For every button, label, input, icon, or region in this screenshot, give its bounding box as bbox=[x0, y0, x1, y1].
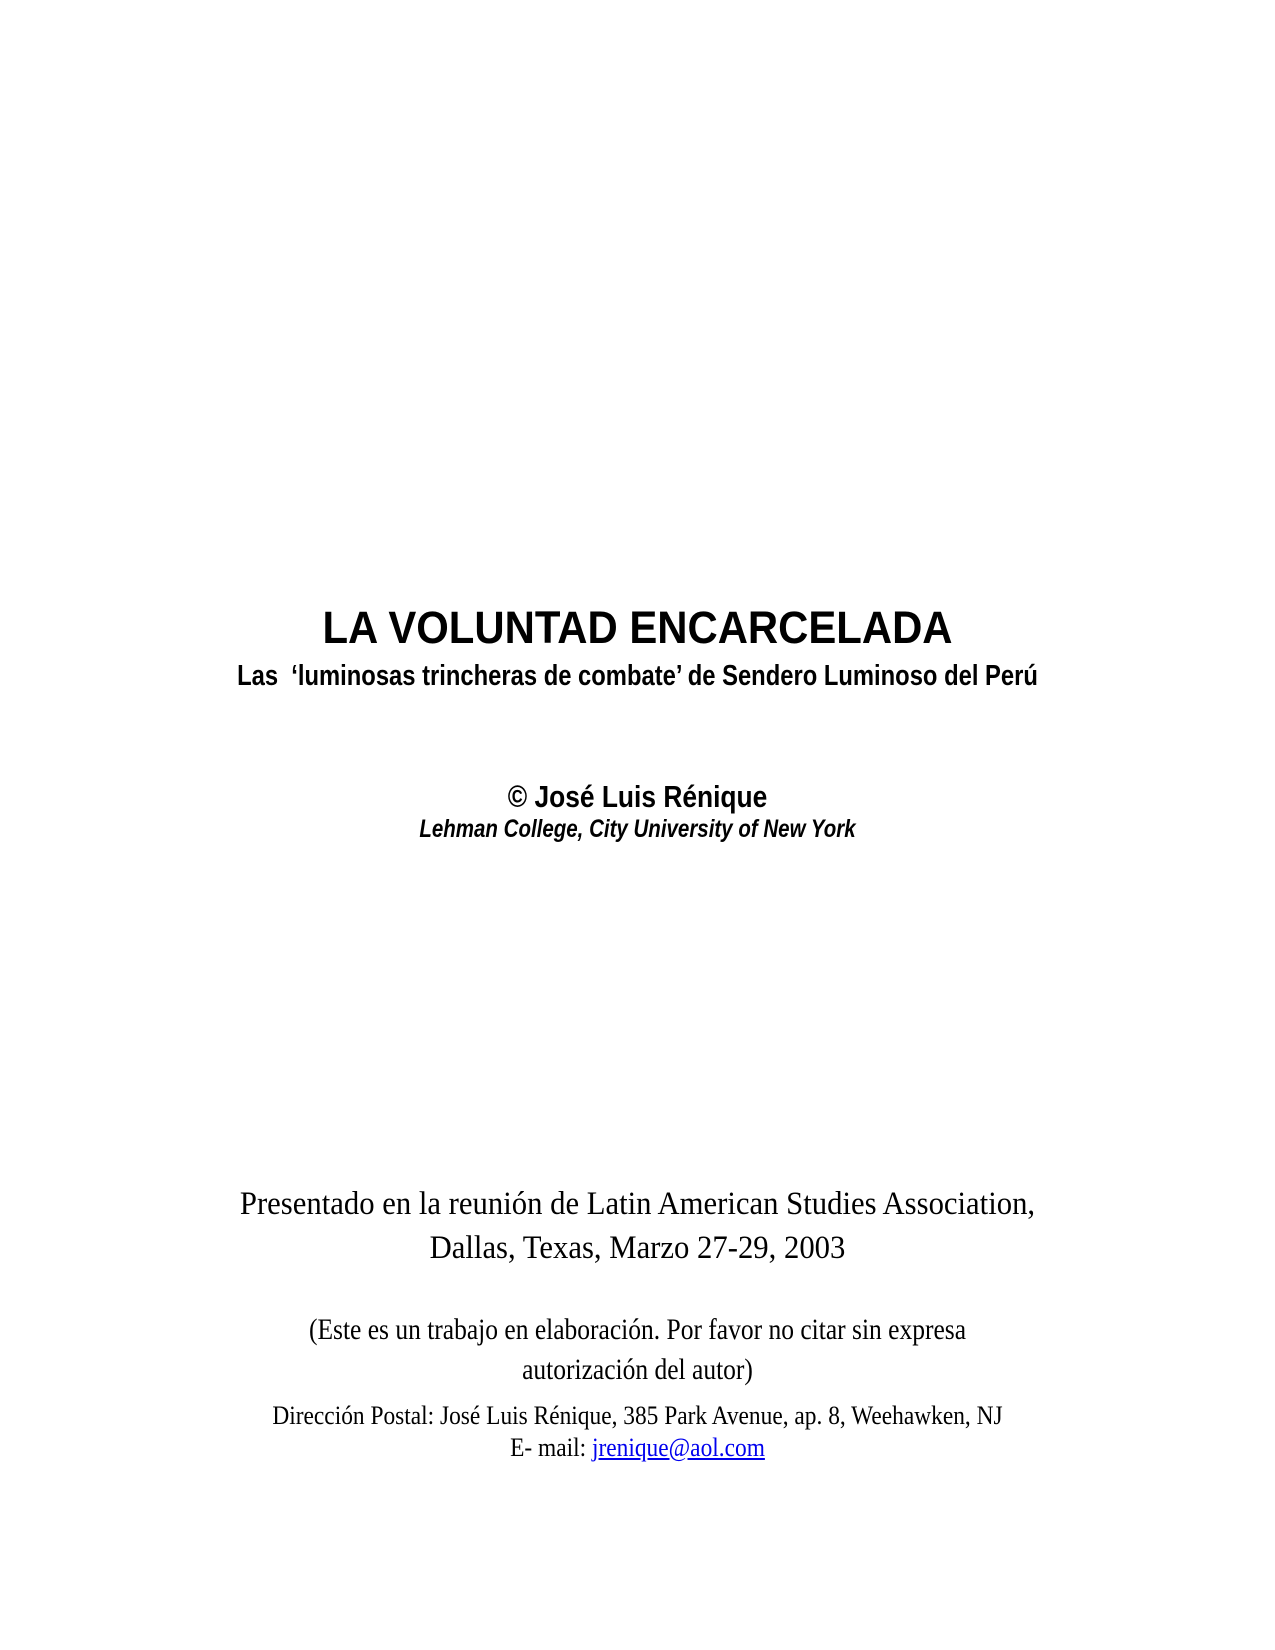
author-name: © José Luis Rénique bbox=[507, 779, 768, 814]
email-link[interactable]: jrenique@aol.com bbox=[591, 1433, 765, 1462]
paper-title: LA VOLUNTAD ENCARCELADA bbox=[322, 602, 953, 653]
conference-line-2: Dallas, Texas, Marzo 27-29, 2003 bbox=[429, 1230, 846, 1266]
postal-address: Dirección Postal: José Luis Rénique, 385 Park Avenue, ap. 8, Weehawken, NJ bbox=[272, 1401, 1003, 1430]
author-affiliation: Lehman College, City University of New York bbox=[419, 815, 856, 843]
draft-note-line-1: (Este es un trabajo en elaboración. Por favor no citar sin expresa bbox=[308, 1313, 967, 1346]
email-label: E- mail: bbox=[510, 1433, 592, 1462]
email-line bbox=[64, 1432, 1212, 1464]
paper-subtitle: Las ‘luminosas trincheras de combate’ de Sendero Luminoso del Perú bbox=[237, 660, 1038, 692]
draft-note-line-2: autorización del autor) bbox=[522, 1353, 753, 1386]
conference-line-1: Presentado en la reunión de Latin American Studies Association, bbox=[239, 1186, 1036, 1222]
